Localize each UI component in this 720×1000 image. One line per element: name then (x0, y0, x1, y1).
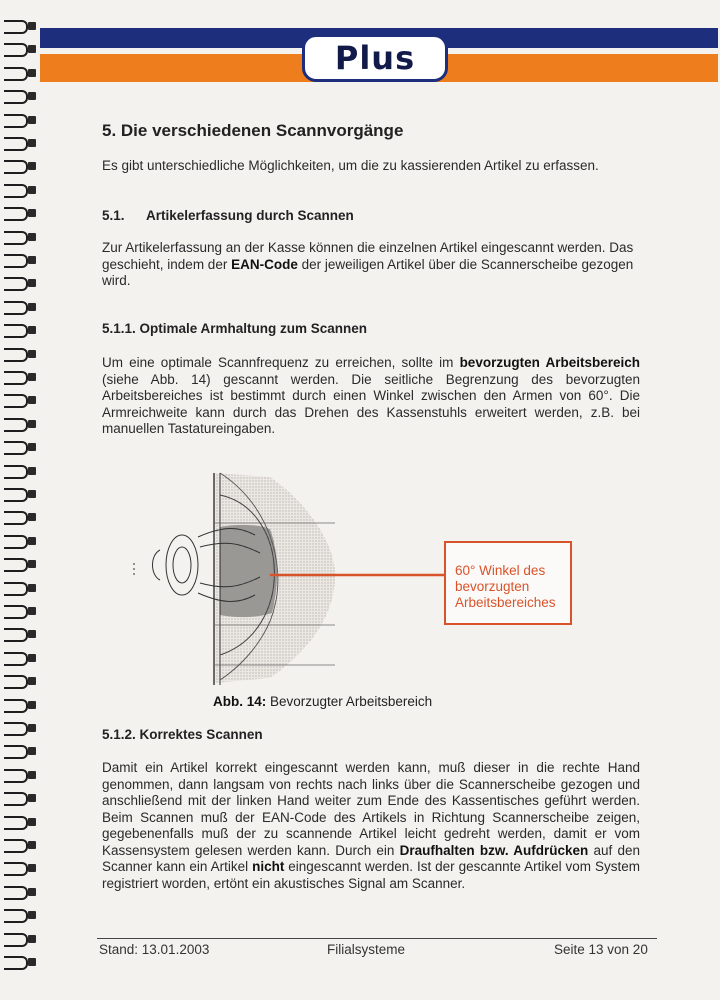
binding-ring (4, 933, 34, 945)
binding-ring (4, 20, 34, 32)
binding-ring (4, 184, 34, 196)
binding-ring (4, 90, 34, 102)
section-title: 5. Die verschiedenen Scannvorgänge (102, 121, 404, 140)
subsection-5-1-2-text: Damit ein Artikel korrekt eingescannt werden kann, muß dieser in die rechte Hand genommen, dann langsam von rechts nach links über die Scannerscheibe gezogen und anschließend mit der linken Hand weiter zum Ende des Kassentisches geführt werden. Beim Scannen muß der EAN-Code des Artikels in Richtung Scannerscheibe zeigen, gegebenenfalls muß der zu scannende Artikel leicht gedreht werden, damit er vom Kassensystem gelesen werden kann. Durch ein Draufhalten bzw. Aufdrücken auf den Scanner kann ein Artikel nicht eingescannt werden. Ist der gescannte Artikel vom System registriert worden, ertönt ein akustisches Signal am Scanner. (102, 760, 640, 891)
binding-ring (4, 371, 34, 383)
binding-ring (4, 348, 34, 360)
footer-divider (97, 938, 657, 939)
binding-ring (4, 465, 34, 477)
binding-ring (4, 909, 34, 921)
binding-ring (4, 535, 34, 547)
binding-ring (4, 628, 34, 640)
subsection-5-1-text: Zur Artikelerfassung an der Kasse können die einzelnen Artikel eingescannt werden. Das geschieht, indem der EAN-Code der jeweiligen Artikel über die Scannerscheibe gezogen wird. (102, 240, 634, 288)
figure-callout: 60° Winkel des bevorzugten Arbeitsbereiches (444, 541, 572, 625)
binding-ring (4, 862, 34, 874)
binding-ring (4, 67, 34, 79)
footer-department: Filialsysteme (327, 942, 406, 957)
binding-ring (4, 722, 34, 734)
binding-ring (4, 839, 34, 851)
binding-ring (4, 137, 34, 149)
binding-ring (4, 652, 34, 664)
binding-ring (4, 675, 34, 687)
binding-ring (4, 43, 34, 55)
binding-ring (4, 582, 34, 594)
plus-logo: Plus (302, 34, 448, 82)
binding-ring (4, 160, 34, 172)
binding-ring (4, 301, 34, 313)
binding-ring (4, 886, 34, 898)
subsection-number: 5.1. (102, 208, 125, 223)
section-intro: Es gibt unterschiedliche Möglichkeiten, um die zu kassierenden Artikel zu erfassen. (102, 158, 599, 173)
subsection-title: Artikelerfassung durch Scannen (146, 208, 354, 223)
binding-ring (4, 488, 34, 500)
binding-ring (4, 558, 34, 570)
spiral-binding (0, 20, 40, 980)
subsection-5-1-1-text: Um eine optimale Scannfrequenz zu erreichen, sollte im bevorzugten Arbeitsbereich (siehe Abb. 14) gescannt werden. Die seitliche Begrenzung des bevorzugten Arbeitsbereiches ist bestimmt durch einen Winkel zwischen den Armen von 60°. Die Armreichweite kann durch das Drehen des Kassenstuhls erweitert werden, z.B. bei manuellen Tastatureingaben. (102, 355, 640, 436)
footer-page-number: Seite 13 von 20 (554, 942, 648, 957)
figure-caption: Abb. 14: Bevorzugter Arbeitsbereich (213, 694, 433, 709)
binding-ring (4, 277, 34, 289)
footer-date: Stand: 13.01.2003 (99, 942, 210, 957)
binding-ring (4, 699, 34, 711)
binding-ring (4, 324, 34, 336)
binding-ring (4, 418, 34, 430)
binding-ring (4, 792, 34, 804)
binding-ring (4, 394, 34, 406)
binding-ring (4, 254, 34, 266)
binding-ring (4, 207, 34, 219)
binding-ring (4, 114, 34, 126)
subsection-5-1-heading (102, 208, 354, 223)
binding-ring (4, 816, 34, 828)
binding-ring (4, 441, 34, 453)
binding-ring (4, 511, 34, 523)
subsection-5-1-1-heading: 5.1.1. Optimale Armhaltung zum Scannen (102, 321, 368, 336)
binding-ring (4, 605, 34, 617)
binding-ring (4, 745, 34, 757)
binding-ring (4, 956, 34, 968)
binding-ring (4, 231, 34, 243)
subsection-5-1-2-heading: 5.1.2. Korrektes Scannen (102, 727, 263, 742)
binding-ring (4, 769, 34, 781)
